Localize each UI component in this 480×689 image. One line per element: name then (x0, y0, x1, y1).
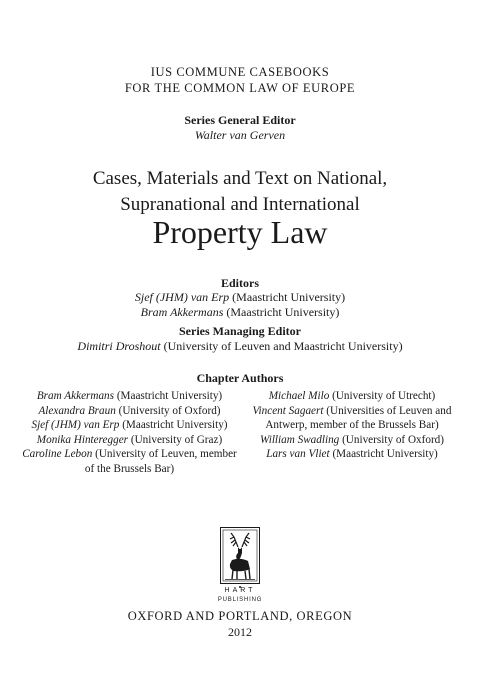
author-affiliation: (University of Oxford) (118, 404, 221, 417)
author-entry (22, 418, 237, 433)
author-name: Michael Milo (268, 390, 330, 402)
managing-editor-entry (0, 339, 480, 354)
author-affiliation: (University of Leuven, member of the Brussels Bar) (84, 448, 237, 475)
chapter-authors-left-column (22, 389, 237, 476)
author-affiliation: (University of Graz) (130, 433, 223, 446)
managing-editor-name: Dimitri Droshout (77, 339, 161, 353)
author-entry (243, 389, 461, 404)
managing-editor-label: Series Managing Editor (179, 324, 301, 338)
author-name: Alexandra Braun (38, 404, 116, 417)
author-name: Caroline Lebon (22, 448, 93, 460)
author-entry (243, 447, 461, 462)
author-affiliation: (Universities of Leuven and Antwerp, member of the Brussels Bar) (265, 404, 452, 431)
author-affiliation: (University of Oxford) (342, 433, 444, 446)
general-editor-label: Series General Editor (184, 113, 296, 127)
logo-text-publishing: PUBLISHING (217, 597, 263, 603)
editor-affiliation: (Maastricht University) (232, 290, 346, 304)
author-affiliation: (University of Utrecht) (332, 390, 436, 402)
editor-name: Bram Akkermans (140, 305, 224, 319)
book-title: Property Law (152, 214, 328, 250)
editor-affiliation: (Maastricht University) (226, 305, 340, 319)
book-subtitle (0, 166, 480, 218)
publisher-place: OXFORD AND PORTLAND, OREGON (127, 609, 353, 623)
author-entry (22, 433, 237, 448)
author-affiliation: (Maastricht University) (116, 390, 223, 402)
editor-name: Sjef (JHM) van Erp (134, 290, 230, 304)
author-entry (22, 404, 237, 419)
author-entry (243, 404, 461, 433)
author-name: Monika Hinteregger (36, 433, 129, 446)
author-name: Lars van Vliet (266, 448, 330, 460)
author-name: William Swadling (260, 433, 340, 446)
author-entry (22, 447, 237, 476)
author-entry (243, 433, 461, 448)
logo-text-hart: HART (224, 587, 256, 594)
series-line-1: IUS COMMUNE CASEBOOKS (150, 65, 330, 79)
chapter-authors-right-column (243, 389, 461, 462)
chapter-authors-label: Chapter Authors (196, 371, 284, 385)
managing-editor-affiliation: (University of Leuven and Maastricht University) (163, 339, 403, 353)
author-affiliation: (Maastricht University) (332, 448, 438, 460)
stag-logo-icon (214, 527, 266, 607)
general-editor-name: Walter van Gerven (194, 128, 286, 142)
author-affiliation: (Maastricht University) (122, 419, 228, 431)
author-entry (22, 389, 237, 404)
editor-entry (0, 305, 480, 320)
publication-year: 2012 (228, 625, 252, 639)
author-name: Vincent Sagaert (252, 404, 324, 417)
editor-entry (0, 290, 480, 305)
series-name (0, 64, 480, 96)
series-line-2: FOR THE COMMON LAW OF EUROPE (124, 81, 356, 95)
author-name: Sjef (JHM) van Erp (31, 419, 120, 431)
editors-label: Editors (220, 276, 259, 290)
subtitle-line-1: Cases, Materials and Text on National, (92, 168, 388, 189)
subtitle-line-2: Supranational and International (120, 194, 360, 215)
author-name: Bram Akkermans (36, 390, 115, 402)
hart-publishing-logo (214, 527, 266, 607)
